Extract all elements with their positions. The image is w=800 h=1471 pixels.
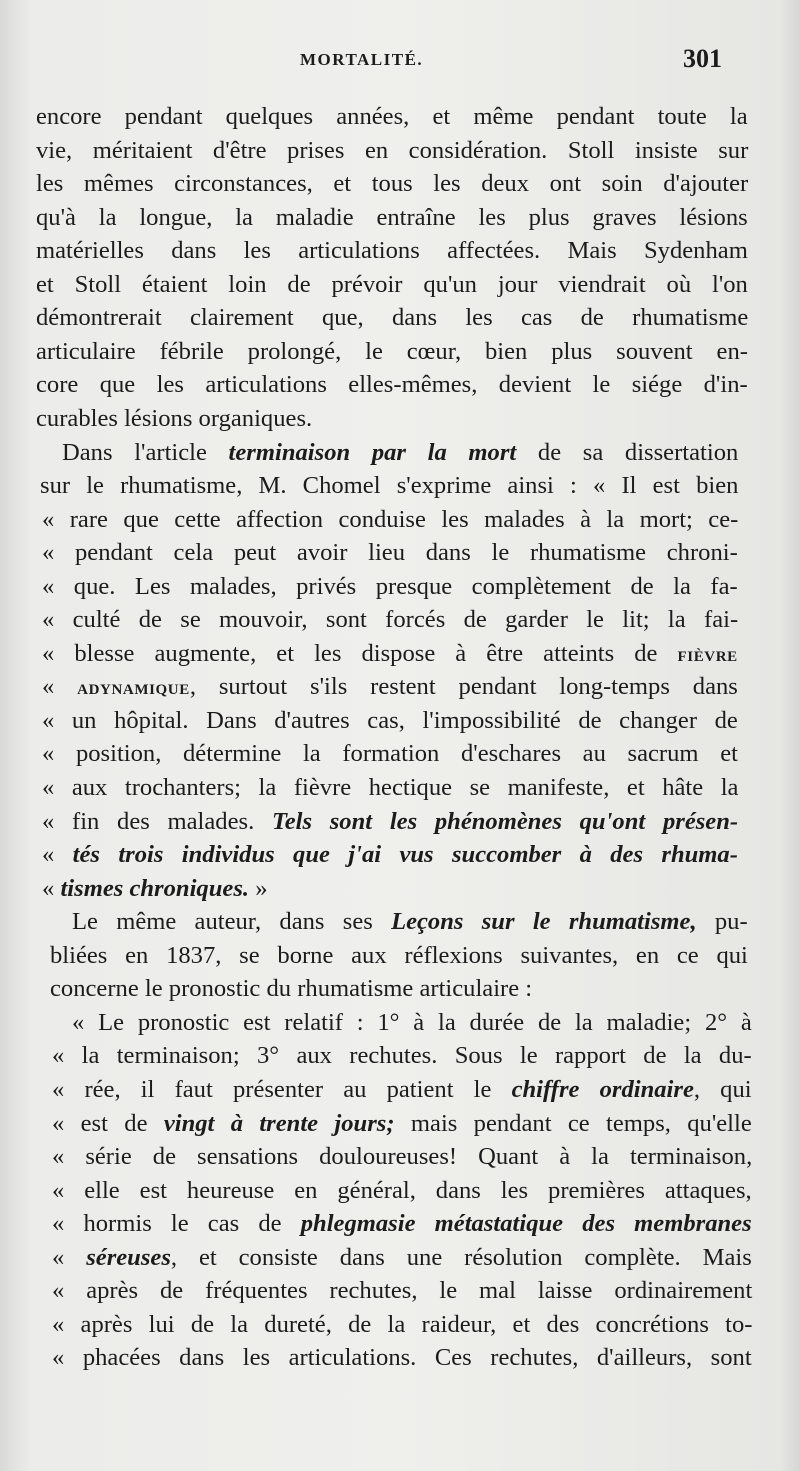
text-run: vie, méritaient d'être prises en considération. Stoll insiste sur <box>36 136 749 164</box>
text-run: concerne le pronostic du rhumatisme articulaire : <box>50 975 533 1003</box>
text-run: qu'à la longue, la maladie entraîne les plus graves lésions <box>36 203 748 231</box>
text-line <box>36 167 748 200</box>
text-run: core que les articulations elles-mêmes, devient le siége d'in- <box>36 371 748 399</box>
text-run: « la terminaison; 3° aux rechutes. Sous le rapport de la du- <box>52 1042 752 1070</box>
text-run: » <box>249 874 268 902</box>
text-line <box>42 503 738 536</box>
text-run: « un hôpital. Dans d'autres cas, l'impossibilité de changer de <box>42 706 738 734</box>
text-run: matérielles dans les articulations affectées. Mais Sydenham <box>36 237 748 265</box>
text-line <box>72 905 748 938</box>
text-line <box>52 1039 752 1072</box>
text-run: mais pendant ce temps, qu'elle <box>394 1109 752 1137</box>
text-line <box>36 301 748 334</box>
text-line <box>36 268 748 301</box>
text-line <box>36 402 312 435</box>
text-line <box>52 1308 752 1341</box>
text-run: « pendant cela peut avoir lieu dans le rhumatisme chroni- <box>42 539 738 567</box>
small-caps-run: adynamique <box>77 675 190 700</box>
text-line <box>52 1274 752 1307</box>
italic-run: tés trois individus que j'ai vus succomber à des rhuma- <box>72 841 738 869</box>
text-line <box>42 570 738 603</box>
text-run: « <box>52 1243 87 1271</box>
text-run: « que. Les malades, privés presque complètement de la fa- <box>42 572 738 600</box>
text-line <box>42 737 738 770</box>
text-run: , qui <box>693 1075 752 1103</box>
text-run: « est de <box>52 1109 164 1137</box>
text-run: et Stoll étaient loin de prévoir qu'un jour viendrait où l'on <box>36 270 748 298</box>
italic-run: phlegmasie métastatique des membranes <box>300 1210 752 1238</box>
text-line <box>72 1006 752 1039</box>
text-run: « rare que cette affection conduise les malades à la mort; ce- <box>42 505 739 533</box>
text-run: « culté de se mouvoir, sont forcés de garder le lit; la fai- <box>42 606 739 634</box>
text-line <box>36 201 748 234</box>
text-run: « <box>42 673 78 701</box>
text-run: « après de fréquentes rechutes, le mal laisse ordinairement <box>52 1277 753 1305</box>
running-head-title: MORTALITÉ. <box>300 50 424 69</box>
text-run: Le même auteur, dans ses <box>72 908 392 936</box>
text-run: « rée, il faut présenter au patient le <box>52 1075 512 1103</box>
text-line <box>52 1207 752 1240</box>
text-line <box>50 972 532 1005</box>
text-line <box>36 335 748 368</box>
text-run: bliées en 1837, se borne aux réflexions suivantes, en ce qui <box>50 941 748 969</box>
text-run: , et consiste dans une résolution complète. Mais <box>170 1243 752 1271</box>
text-line <box>42 536 738 569</box>
text-run: « série de sensations douloureuses! Quant à la terminaison, <box>52 1143 753 1171</box>
text-line <box>52 1174 752 1207</box>
text-run: de sa dissertation <box>516 438 739 466</box>
text-line <box>42 603 738 636</box>
italic-run: terminaison par la mort <box>228 438 517 466</box>
text-run: « après lui de la dureté, de la raideur, et des concrétions to- <box>52 1310 753 1338</box>
text-run: sur le rhumatisme, M. Chomel s'exprime ainsi : « Il est bien <box>40 472 739 500</box>
text-run: « blesse augmente, et les dispose à être atteints de <box>42 639 678 667</box>
text-run: curables lésions organiques. <box>36 404 313 432</box>
text-run: démontrerait clairement que, dans les cas de rhumatisme <box>36 304 749 332</box>
text-line <box>52 1241 752 1274</box>
text-line <box>52 1140 752 1173</box>
text-line <box>42 704 738 737</box>
text-line <box>36 134 748 167</box>
text-line <box>42 805 738 838</box>
text-run: Dans l'article <box>62 438 229 466</box>
text-line <box>50 939 748 972</box>
text-line <box>42 771 738 804</box>
text-run: « aux trochanters; la fièvre hectique se manifeste, et hâte la <box>42 774 739 801</box>
text-line <box>42 670 738 703</box>
text-run: « hormis le cas de <box>52 1210 301 1238</box>
text-line <box>36 234 748 267</box>
text-line <box>36 100 748 133</box>
text-run: « Le pronostic est relatif : 1° à la durée de la maladie; 2° à <box>72 1008 752 1036</box>
text-line <box>42 838 738 871</box>
italic-run: vingt à trente jours; <box>163 1109 395 1137</box>
text-line <box>62 436 738 469</box>
italic-run: chiffre ordinaire <box>511 1075 694 1103</box>
text-run: « <box>42 874 61 902</box>
text-run: encore pendant quelques années, et même pendant toute la <box>36 103 748 130</box>
text-line <box>52 1341 752 1374</box>
text-line <box>52 1073 752 1106</box>
italic-run: Leçons sur le rhumatisme, <box>391 908 697 936</box>
text-run: « <box>42 841 73 869</box>
page-number: 301 <box>683 44 722 73</box>
text-run: pu- <box>696 908 748 936</box>
text-line <box>42 872 268 905</box>
running-head <box>0 44 800 78</box>
italic-run: Tels sont les phénomènes qu'ont présen- <box>271 807 739 835</box>
text-run: « fin des malades. <box>42 807 272 835</box>
text-run: « position, détermine la formation d'eschares au sacrum et <box>42 740 738 768</box>
text-line <box>42 637 738 670</box>
text-run: les mêmes circonstances, et tous les deux ont soin d'ajouter <box>36 170 749 198</box>
italic-run: séreuses <box>86 1243 171 1271</box>
text-run: , surtout s'ils restent pendant long-temps dans <box>189 673 738 701</box>
text-run: « elle est heureuse en général, dans les premières attaques, <box>52 1176 752 1204</box>
italic-run: tismes chroniques. <box>60 874 250 902</box>
text-line <box>52 1107 752 1140</box>
text-line <box>36 368 748 401</box>
small-caps-run: fièvre <box>677 641 738 666</box>
text-run: articulaire fébrile prolongé, le cœur, bien plus souvent en- <box>36 337 748 365</box>
text-line <box>40 469 738 502</box>
text-run: « phacées dans les articulations. Ces rechutes, d'ailleurs, sont <box>52 1344 752 1372</box>
